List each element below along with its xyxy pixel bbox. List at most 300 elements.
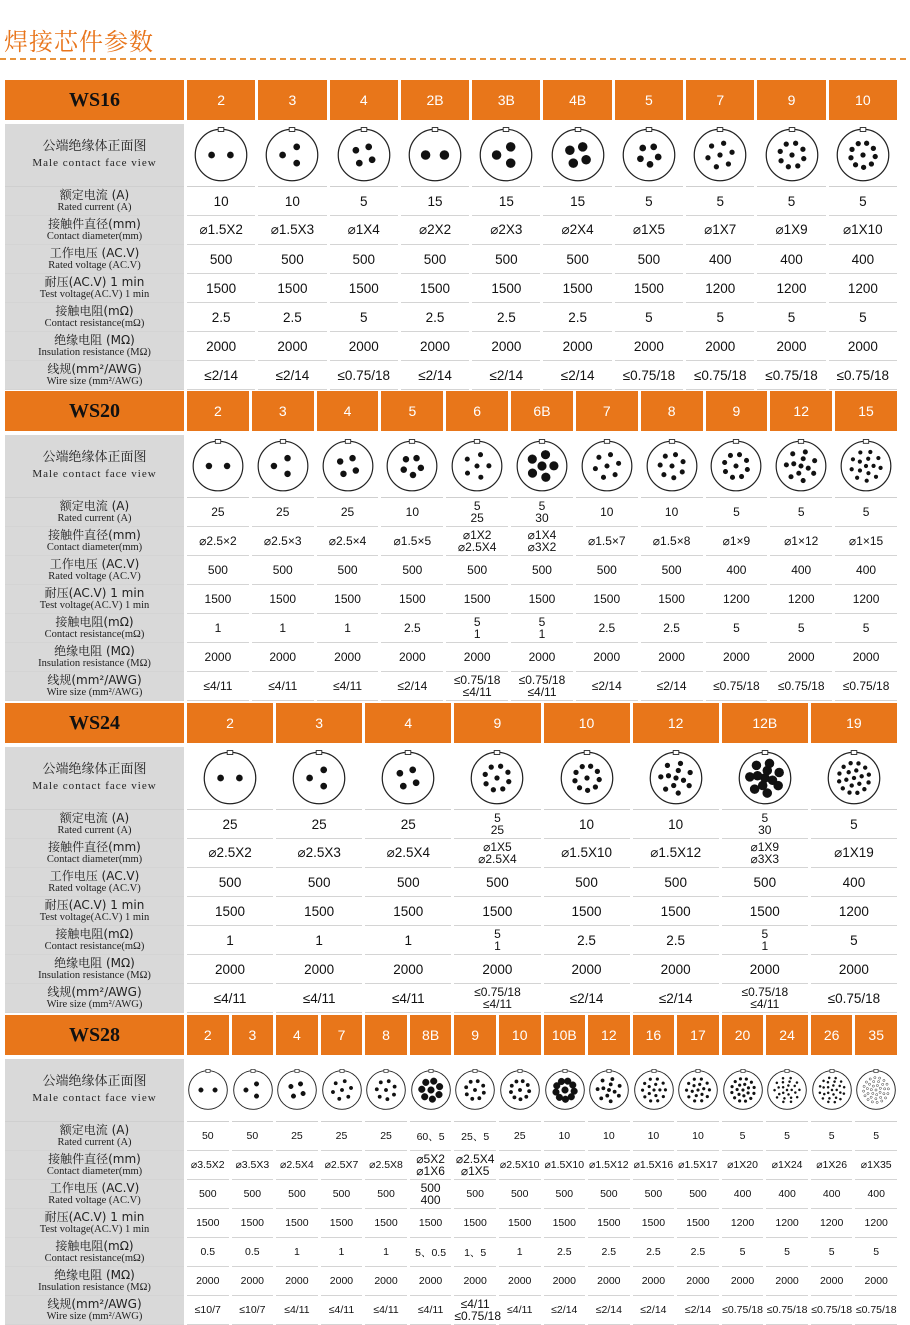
spec-value: ≤2/14 xyxy=(258,361,326,390)
contact-pin-dot xyxy=(340,471,346,477)
spec-value: 500 xyxy=(401,245,469,274)
spec-value: 500 xyxy=(276,868,362,897)
contact-pin-dot xyxy=(709,144,714,149)
insulator-outline xyxy=(258,441,308,491)
contact-pin-dot xyxy=(392,1093,396,1097)
contact-pin-dot xyxy=(495,776,500,781)
row-label-test xyxy=(5,897,184,926)
spec-value: ⌀1.5×8 xyxy=(641,527,703,556)
spec-value: ≤10/7 xyxy=(187,1296,229,1325)
spec-row-test xyxy=(5,274,897,303)
spec-value: 500 xyxy=(722,868,808,897)
spec-value: ≤2/14 xyxy=(576,672,638,701)
contact-face-diagram xyxy=(407,127,463,183)
spec-value-line: ⌀1X5 xyxy=(460,1164,490,1178)
contact-pin-dot xyxy=(880,1087,882,1089)
spec-value: 2.5 xyxy=(187,303,255,332)
contact-pin-dot xyxy=(828,1097,830,1099)
face-view-cell xyxy=(381,435,443,498)
keyway-notch xyxy=(741,1069,745,1072)
spec-value: 500 xyxy=(365,1180,407,1209)
contact-face-diagram xyxy=(478,127,534,183)
contact-pin-dot xyxy=(465,471,470,476)
contact-pin-dot xyxy=(613,1090,617,1094)
contact-pin-dot xyxy=(474,1088,478,1092)
spec-value: ≤4/11 xyxy=(365,984,451,1013)
row-label-en: Contact resistance(mΩ) xyxy=(44,317,145,329)
contact-pin-dot xyxy=(656,1078,659,1081)
keyway-notch xyxy=(280,440,285,444)
row-label-voltage xyxy=(5,1180,184,1209)
row-label-en: Male contact face view xyxy=(32,157,157,170)
insulator-outline xyxy=(338,129,390,181)
spec-value: ≤0.75/18 xyxy=(770,672,832,701)
contact-pin-dot xyxy=(740,474,745,479)
row-label-zh: 额定电流 (A) xyxy=(59,188,130,203)
contact-pin-dot xyxy=(697,1089,700,1092)
face-view-cell xyxy=(410,1059,452,1122)
row-label-zh: 工作电压 (AC.V) xyxy=(49,869,140,884)
spec-value: 5 xyxy=(770,614,832,643)
contact-pin-dot xyxy=(581,155,590,164)
spec-value: 1500 xyxy=(276,897,362,926)
spec-value: 2.5 xyxy=(576,614,638,643)
contact-pin-dot xyxy=(786,1089,788,1091)
contact-pin-dot xyxy=(784,1097,786,1099)
contact-pin-dot xyxy=(773,781,782,790)
contact-pin-dot xyxy=(827,1081,829,1083)
spec-row-contact-res xyxy=(5,303,897,332)
spec-value-line: 1 xyxy=(473,627,481,641)
spec-value: 2.5 xyxy=(588,1238,630,1267)
spec-value: 500 xyxy=(187,1180,229,1209)
spec-row-diameter xyxy=(5,527,897,556)
contact-pin-dot xyxy=(778,158,783,163)
spec-value: ⌀2.5×4 xyxy=(317,527,379,556)
contact-pin-dot xyxy=(693,1078,696,1081)
spec-value: 10 xyxy=(576,498,638,527)
row-label-zh: 线规(mm²/AWG) xyxy=(47,985,142,1000)
keyway-notch xyxy=(215,440,220,444)
spec-value: 400 xyxy=(722,1180,764,1209)
spec-row-diameter xyxy=(5,216,897,245)
contact-pin-dot xyxy=(834,1077,836,1079)
spec-value: 5 xyxy=(829,187,897,216)
spec-value: 5 xyxy=(855,1122,897,1151)
contact-pin-dot xyxy=(671,476,676,481)
row-label-en: Contact resistance(mΩ) xyxy=(44,628,145,640)
spec-value: 15 xyxy=(543,187,611,216)
row-label-zh: 线规(mm²/AWG) xyxy=(47,673,142,688)
contact-pin-dot xyxy=(875,1098,877,1100)
keyway-notch xyxy=(717,128,723,132)
spec-row-voltage xyxy=(5,245,897,274)
keyway-notch xyxy=(473,1069,477,1072)
contact-pin-dot xyxy=(884,1088,886,1090)
contact-pin-dot xyxy=(866,457,870,461)
contact-pin-dot xyxy=(796,1081,798,1083)
spec-value: ≤4/11 xyxy=(276,1296,318,1325)
pin-count-header: 8 xyxy=(641,391,703,431)
contact-pin-dot xyxy=(224,463,230,469)
spec-row-insulation xyxy=(5,955,897,984)
contact-pin-dot xyxy=(528,455,537,464)
spec-value: 500 xyxy=(544,1180,586,1209)
spec-value: 25 xyxy=(276,810,362,839)
keyway-notch xyxy=(429,1069,433,1072)
spec-value-line: ⌀2.5X4 xyxy=(455,1152,495,1166)
pin-count-header: 2 xyxy=(187,703,273,743)
contact-pin-dot xyxy=(864,464,868,468)
contact-pin-dot xyxy=(307,775,313,781)
row-label-insulation xyxy=(5,643,184,672)
series-name: WS28 xyxy=(5,1015,184,1055)
keyway-notch xyxy=(345,440,350,444)
spec-value: 2000 xyxy=(829,332,897,361)
contact-pin-dot xyxy=(750,785,759,794)
contact-pin-dot xyxy=(827,1092,829,1094)
spec-value: ⌀2.5X3 xyxy=(276,839,362,868)
contact-pin-dot xyxy=(812,471,817,476)
spec-value: 1200 xyxy=(811,897,897,926)
series-table-ws28 xyxy=(5,1015,903,1325)
contact-face-diagram xyxy=(648,750,704,806)
spec-value: ≤2/14 xyxy=(381,672,443,701)
contact-pin-dot xyxy=(353,147,359,153)
contact-face-diagram xyxy=(469,750,525,806)
contact-pin-dot xyxy=(831,1089,833,1091)
spec-value-line: 5 xyxy=(761,811,769,825)
contact-pin-dot xyxy=(801,478,806,483)
row-label-en: Test voltage(AC.V) 1 min xyxy=(39,599,150,611)
contact-face-diagram xyxy=(677,1069,719,1111)
contact-pin-dot xyxy=(321,767,327,773)
row-label-en: Male contact face view xyxy=(32,468,157,481)
contact-face-diagram xyxy=(580,439,634,493)
spec-value: 1500 xyxy=(544,897,630,926)
contact-pin-dot xyxy=(873,1081,875,1083)
contact-pin-dot xyxy=(848,791,852,795)
contact-pin-dot xyxy=(478,1096,482,1100)
spec-value: 2000 xyxy=(365,1267,407,1296)
face-view-cell xyxy=(187,435,249,498)
contact-pin-dot xyxy=(541,473,550,482)
spec-value: 1500 xyxy=(187,274,255,303)
row-label-zh: 额定电流 (A) xyxy=(59,1123,130,1138)
keyway-notch xyxy=(874,1069,878,1072)
spec-value: ≤0.75/18 xyxy=(686,361,754,390)
keyway-notch xyxy=(474,440,479,444)
contact-pin-dot xyxy=(475,464,480,469)
keyway-notch xyxy=(316,751,322,755)
contact-pin-dot xyxy=(352,468,358,474)
spec-value: ≤4/11 xyxy=(187,984,273,1013)
contact-pin-dot xyxy=(790,1101,792,1103)
row-label-face xyxy=(5,747,184,810)
contact-pin-dot xyxy=(871,1089,873,1091)
spec-value: ⌀1.5X10 xyxy=(544,839,630,868)
spec-value: 500 xyxy=(633,1180,675,1209)
contact-face-diagram xyxy=(380,750,436,806)
pin-count-header: 10 xyxy=(499,1015,541,1055)
spec-value-line: 5 xyxy=(761,927,769,941)
spec-value: ⌀1.5X16 xyxy=(633,1151,675,1180)
face-view-cell xyxy=(446,435,508,498)
spec-value: 2000 xyxy=(381,643,443,672)
spec-value: ⌀1X10 xyxy=(829,216,897,245)
contact-pin-dot xyxy=(595,769,600,774)
contact-pin-dot xyxy=(827,1086,829,1088)
row-label-en: Contact resistance(mΩ) xyxy=(44,940,145,952)
spec-value: 15 xyxy=(472,187,540,216)
face-view-cell xyxy=(835,435,897,498)
contact-pin-dot xyxy=(294,160,300,166)
spec-value: 2000 xyxy=(855,1267,897,1296)
contact-pin-dot xyxy=(698,1083,701,1086)
row-label-zh: 公端绝缘体正面图 xyxy=(42,1074,147,1090)
spec-value: 2000 xyxy=(543,332,611,361)
contact-pin-dot xyxy=(849,761,853,765)
spec-value: 5、0.5 xyxy=(410,1238,452,1267)
contact-pin-dot xyxy=(822,1080,824,1082)
spec-value: 1500 xyxy=(381,585,443,614)
contact-pin-dot xyxy=(839,1098,841,1100)
face-view-cell xyxy=(544,747,630,810)
contact-pin-dot xyxy=(745,458,750,463)
series-name: WS16 xyxy=(5,80,184,120)
pin-count-header: 10B xyxy=(544,1015,586,1055)
pin-count-header: 5 xyxy=(381,391,443,431)
spec-value: 500 xyxy=(365,868,451,897)
contact-pin-dot xyxy=(839,1091,841,1093)
contact-pin-dot xyxy=(565,146,574,155)
spec-value: 1200 xyxy=(855,1209,897,1238)
contact-pin-dot xyxy=(680,459,685,464)
face-view-cell xyxy=(770,435,832,498)
contact-pin-dot xyxy=(862,787,866,791)
contact-pin-dot xyxy=(209,152,215,158)
contact-pin-dot xyxy=(734,464,739,469)
spec-value: ≤2/14 xyxy=(543,361,611,390)
spec-value: 1 xyxy=(499,1238,541,1267)
spec-value: 2000 xyxy=(187,332,255,361)
contact-face-diagram xyxy=(645,439,699,493)
row-label-en: Insulation resistance (MΩ) xyxy=(38,346,151,358)
spec-value: 1200 xyxy=(835,585,897,614)
spec-value: 500 xyxy=(454,1180,496,1209)
insulator-outline xyxy=(388,441,438,491)
spec-value: 500 xyxy=(321,1180,363,1209)
spec-value: 2.5 xyxy=(677,1238,719,1267)
spec-value-line: ≤4/11 xyxy=(462,685,492,699)
contact-face-diagram xyxy=(621,127,677,183)
spec-value: 1200 xyxy=(706,585,768,614)
pin-count-header: 12 xyxy=(588,1015,630,1055)
spec-value: 25 xyxy=(365,1122,407,1151)
pin-count-header: 10 xyxy=(829,80,897,120)
row-label-zh: 接触件直径(mm) xyxy=(48,840,141,855)
spec-value: 5 xyxy=(757,303,825,332)
spec-value: 10 xyxy=(258,187,326,216)
spec-value: 5 xyxy=(706,614,768,643)
contact-pin-dot xyxy=(789,1081,791,1083)
contact-pin-dot xyxy=(507,159,516,168)
contact-pin-dot xyxy=(218,775,224,781)
spec-value: 2.5 xyxy=(543,303,611,332)
spec-value: 500 xyxy=(641,556,703,585)
face-view-cell xyxy=(187,1059,229,1122)
row-label-zh: 耐压(AC.V) 1 min xyxy=(44,1210,145,1225)
contact-pin-dot xyxy=(863,766,867,770)
row-label-current xyxy=(5,498,184,527)
spec-value: ≤2/14 xyxy=(544,984,630,1013)
spec-value: 1500 xyxy=(544,1209,586,1238)
face-view-cell xyxy=(641,435,703,498)
spec-value-line: ⌀5X2 xyxy=(416,1152,445,1166)
spec-value: ⌀3.5X3 xyxy=(232,1151,274,1180)
row-label-contact-res xyxy=(5,614,184,643)
contact-pin-dot xyxy=(861,165,866,170)
contact-pin-dot xyxy=(611,1077,615,1081)
spec-value-line: 5 xyxy=(538,499,546,513)
contact-pin-dot xyxy=(718,153,723,158)
spec-value: ⌀1×15 xyxy=(835,527,897,556)
face-view-cell xyxy=(187,747,273,810)
contact-pin-dot xyxy=(775,768,784,777)
pin-count-header-row xyxy=(5,703,897,743)
contact-pin-dot xyxy=(568,159,577,168)
spec-value: ⌀2.5X4 xyxy=(276,1151,318,1180)
spec-value: 5 xyxy=(766,1122,808,1151)
face-view-cell xyxy=(454,747,540,810)
contact-pin-dot xyxy=(602,1087,606,1091)
contact-face-diagram xyxy=(499,1069,541,1111)
spec-value: 500 xyxy=(187,868,273,897)
contact-pin-dot xyxy=(271,463,277,469)
spec-value: 10 xyxy=(381,498,443,527)
face-view-cell xyxy=(633,1059,675,1122)
spec-value: 60、5 xyxy=(410,1122,452,1151)
spec-value: 500 xyxy=(187,245,255,274)
row-label-wire xyxy=(5,361,184,390)
row-label-insulation xyxy=(5,955,184,984)
contact-pin-dot xyxy=(800,147,805,152)
keyway-notch xyxy=(604,440,609,444)
spec-value: ≤0.75/18 xyxy=(757,361,825,390)
contact-pin-dot xyxy=(606,1094,610,1098)
spec-value xyxy=(454,839,540,868)
spec-value: ⌀2.5×2 xyxy=(187,527,249,556)
contact-pin-dot xyxy=(579,764,584,769)
contact-pin-dot xyxy=(774,1089,776,1091)
spec-value: 2000 xyxy=(641,643,703,672)
spec-row-contact-res xyxy=(5,614,897,643)
spec-value-line: ⌀2.5X4 xyxy=(478,852,517,866)
contact-pin-dot xyxy=(403,456,409,462)
contact-pin-dot xyxy=(788,1093,790,1095)
spec-value: 5 xyxy=(706,498,768,527)
keyway-notch xyxy=(361,128,367,132)
contact-pin-dot xyxy=(837,772,841,776)
spec-value-line: 5 xyxy=(494,927,501,941)
spec-value: 5 xyxy=(330,187,398,216)
contact-pin-dot xyxy=(872,464,876,468)
contact-pin-dot xyxy=(489,765,494,770)
spec-value: 2000 xyxy=(187,643,249,672)
spec-value: ⌀2X4 xyxy=(543,216,611,245)
face-view-cell xyxy=(722,747,808,810)
contact-pin-dot xyxy=(671,783,676,788)
pin-count-header: 19 xyxy=(811,703,897,743)
insulator-outline xyxy=(193,441,243,491)
spec-value: 500 xyxy=(381,556,443,585)
spec-value: 1500 xyxy=(722,897,808,926)
spec-value: 1500 xyxy=(576,585,638,614)
spec-value-line: ⌀3X2 xyxy=(527,540,557,554)
contact-pin-dot xyxy=(487,464,492,469)
spec-row-wire xyxy=(5,1296,897,1325)
spec-value: 25 xyxy=(321,1122,363,1151)
contact-pin-dot xyxy=(729,453,734,458)
contact-pin-dot xyxy=(743,1083,746,1086)
contact-face-diagram xyxy=(232,1069,274,1111)
spec-value: 1500 xyxy=(454,1209,496,1238)
contact-pin-dot xyxy=(678,761,683,766)
row-label-zh: 接触件直径(mm) xyxy=(48,528,141,543)
contact-pin-dot xyxy=(482,1091,486,1095)
spec-value: ⌀2.5X4 xyxy=(365,839,451,868)
spec-value: ≤0.75/18 xyxy=(835,672,897,701)
contact-pin-dot xyxy=(476,1079,480,1083)
pin-count-header: 9 xyxy=(706,391,768,431)
contact-pin-dot xyxy=(822,1097,824,1099)
spec-value: ≤4/11 xyxy=(499,1296,541,1325)
pin-count-header: 3 xyxy=(276,703,362,743)
face-view-cell xyxy=(633,747,719,810)
contact-pin-dot xyxy=(730,150,735,155)
contact-pin-dot xyxy=(507,142,516,151)
spec-value: 1 xyxy=(365,1238,407,1267)
row-label-en: Wire size (mm²/AWG) xyxy=(46,998,143,1010)
spec-value: ≤0.75/18 xyxy=(722,1296,764,1325)
contact-pin-dot xyxy=(708,1088,711,1091)
face-view-cell xyxy=(187,124,255,187)
spec-value: ⌀1X7 xyxy=(686,216,754,245)
spec-value: 10 xyxy=(633,810,719,839)
contact-pin-dot xyxy=(469,1080,473,1084)
row-label-en: Rated voltage (AC.V) xyxy=(48,259,141,271)
spec-value: 2000 xyxy=(321,1267,363,1296)
contact-pin-dot xyxy=(801,156,806,161)
pin-count-header: 4 xyxy=(317,391,379,431)
contact-pin-dot xyxy=(572,778,577,783)
contact-pin-dot xyxy=(387,1079,391,1083)
contact-pin-dot xyxy=(867,471,871,475)
spec-value: ≤2/14 xyxy=(641,672,703,701)
spec-value-line: 30 xyxy=(758,823,772,837)
spec-value: ≤2/14 xyxy=(472,361,540,390)
row-label-en: Test voltage(AC.V) 1 min xyxy=(39,288,150,300)
contact-pin-dot xyxy=(340,1088,344,1092)
spec-value: 25 xyxy=(317,498,379,527)
contact-face-diagram xyxy=(737,750,793,806)
contact-pin-dot xyxy=(649,1099,652,1102)
contact-pin-dot xyxy=(763,789,772,798)
contact-pin-dot xyxy=(873,154,878,159)
contact-pin-dot xyxy=(746,1092,749,1095)
face-view-cell xyxy=(829,124,897,187)
contact-pin-dot xyxy=(673,776,678,781)
